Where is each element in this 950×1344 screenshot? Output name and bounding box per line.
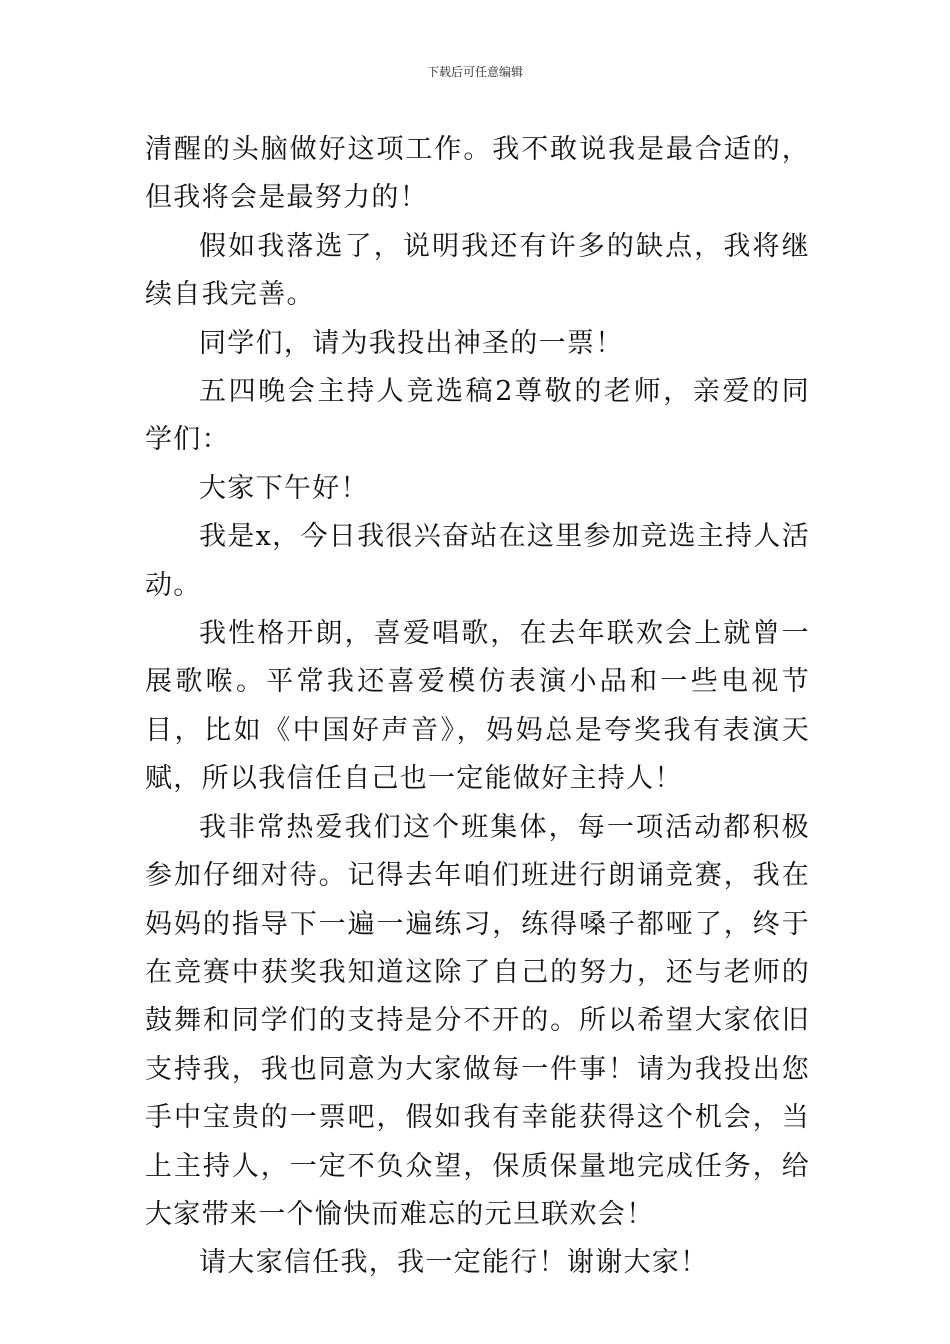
page-header-note: 下载后可任意编辑 [426,65,523,79]
paragraph-4: 五四晚会主持人竞选稿2尊敬的老师，亲爱的同学们： [145,376,810,456]
paragraph-3: 同学们，请为我投出神圣的一票！ [199,327,624,359]
document-body [145,126,810,1288]
paragraph-2: 假如我落选了，说明我还有许多的缺点，我将继续自我完善。 [145,230,810,311]
paragraph-7: 我性格开朗，喜爱唱歌，在去年联欢会上就曾一展歌喉。平常我还喜爱模仿表演小品和一些电视节目，比如《中国好声音》，妈妈总是夸奖我有表演天赋，所以我信任自己也一定能做好主持人！ [145,618,810,795]
paragraph-1: 清醒的头脑做好这项工作。我不敢说我是最合适的，但我将会是最努力的！ [145,134,810,214]
paragraph-6: 我是x，今日我很兴奋站在这里参加竞选主持人活动。 [145,521,810,601]
paragraph-9: 请大家信任我，我一定能行！谢谢大家！ [199,1247,709,1279]
paragraph-5: 大家下午好！ [199,472,369,504]
paragraph-8: 我非常热爱我们这个班集体，每一项活动都积极参加仔细对待。记得去年咱们班进行朗诵竞赛，我在妈妈的指导下一遍一遍练习，练得嗓子都哑了，终于在竞赛中获奖我知道这除了自己的努力，还与老师的鼓舞和同学们的支持是分不开的。所以希望大家依旧支持我，我也同意为大家做每一件事！请为我投出您手中宝贵的一票吧，假如我有幸能获得这个机会，当上主持人，一定不负众望，保质保量地完成任务，给大家带来一个愉快而难忘的元旦联欢会！ [145,811,810,1230]
